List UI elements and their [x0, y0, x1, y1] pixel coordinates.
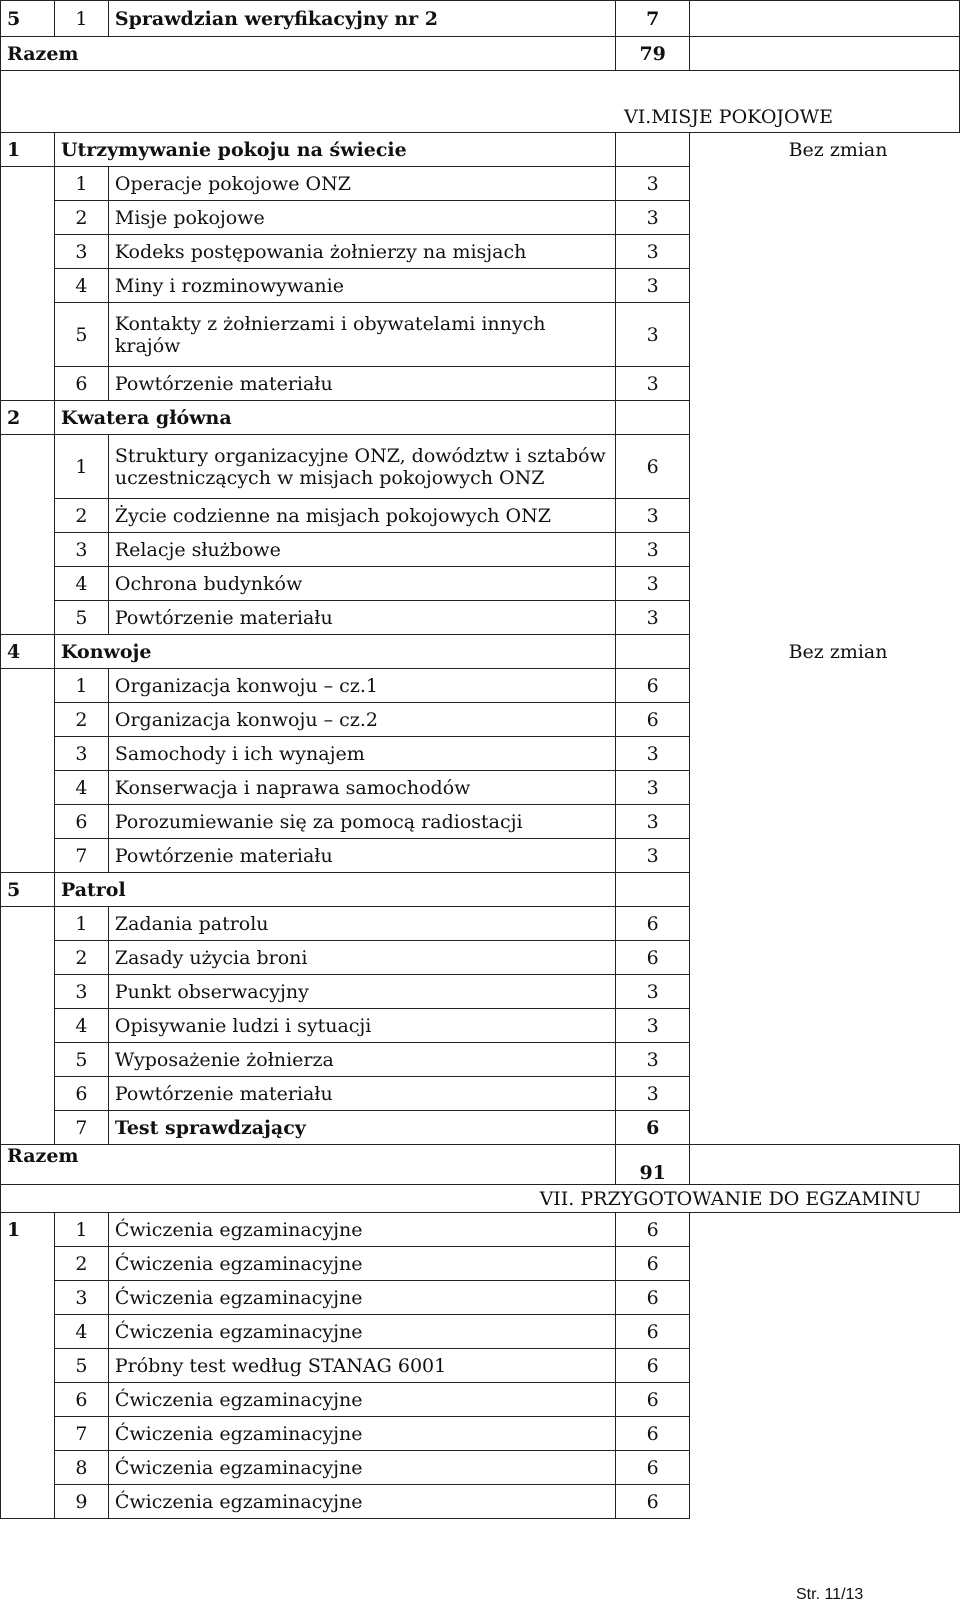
item-hours: 3 [616, 201, 690, 235]
item-title: Ćwiczenia egzaminacyjne [108, 1383, 615, 1417]
module-number [1, 1417, 55, 1451]
item-hours: 6 [616, 1417, 690, 1451]
module-number-cell [1, 975, 55, 1009]
item-hours: 3 [616, 235, 690, 269]
table-row [1, 235, 960, 269]
module-number-cell [1, 235, 55, 269]
module-number-cell [1, 533, 55, 567]
module-number-cell [1, 435, 55, 499]
notes-cell [690, 567, 960, 601]
module-number-cell [1, 269, 55, 303]
item-hours: 6 [616, 1485, 690, 1519]
item-hours: 3 [616, 303, 690, 367]
module-number [1, 1247, 55, 1281]
item-title: Powtórzenie materiału [108, 839, 615, 873]
table-row [1, 567, 960, 601]
table-row [1, 1315, 960, 1349]
module-number [1, 1451, 55, 1485]
notes-cell [690, 601, 960, 635]
item-title: Misje pokojowe [108, 201, 615, 235]
module-number-cell [1, 1077, 55, 1111]
notes-cell [690, 669, 960, 703]
item-title: Samochody i ich wynajem [108, 737, 615, 771]
table-row [1, 1, 960, 37]
module-number-cell [1, 737, 55, 771]
notes-cell [690, 201, 960, 235]
item-hours: 3 [616, 805, 690, 839]
item-title: Relacje służbowe [108, 533, 615, 567]
item-number: 7 [54, 839, 108, 873]
item-hours: 6 [616, 1111, 690, 1145]
item-hours: 6 [616, 435, 690, 499]
item-hours: 3 [616, 269, 690, 303]
item-number: 9 [54, 1485, 108, 1519]
notes-cell [690, 1043, 960, 1077]
table-row [1, 1043, 960, 1077]
module-note: Bez zmian [690, 635, 960, 669]
module-title: Patrol [54, 873, 615, 907]
item-number: 4 [54, 567, 108, 601]
item-title: Powtórzenie materiału [108, 1077, 615, 1111]
notes-cell [690, 235, 960, 269]
page-number: Str. 11/13 [796, 1586, 864, 1603]
item-number: 2 [54, 499, 108, 533]
table-row [1, 303, 960, 367]
item-number: 3 [54, 1281, 108, 1315]
module-row [1, 635, 960, 669]
item-title: Kontakty z żołnierzami i obywatelami innych krajów [108, 303, 615, 367]
notes-cell [690, 805, 960, 839]
module-number: 1 [1, 1213, 55, 1247]
notes-cell [690, 703, 960, 737]
table-row [1, 1009, 960, 1043]
notes-cell [690, 37, 960, 71]
module-title: Utrzymywanie pokoju na świecie [54, 133, 615, 167]
notes-cell [690, 1, 960, 37]
item-title: Ćwiczenia egzaminacyjne [108, 1315, 615, 1349]
item-title: Konserwacja i naprawa samochodów [108, 771, 615, 805]
table-row [1, 601, 960, 635]
item-hours: 3 [616, 367, 690, 401]
total-value: 79 [616, 37, 690, 71]
notes-cell [690, 1281, 960, 1315]
item-hours: 6 [616, 703, 690, 737]
table-row [1, 435, 960, 499]
item-hours: 3 [616, 771, 690, 805]
item-title: Opisywanie ludzi i sytuacji [108, 1009, 615, 1043]
item-hours: 6 [616, 1383, 690, 1417]
curriculum-table-body [1, 1, 960, 1519]
module-number: 5 [1, 1, 55, 37]
table-row [1, 669, 960, 703]
item-number: 6 [54, 1077, 108, 1111]
table-row [1, 1111, 960, 1145]
item-title: Ćwiczenia egzaminacyjne [108, 1451, 615, 1485]
section-title: VI.MISJE POKOJOWE [1, 71, 960, 133]
item-title: Zadania patrolu [108, 907, 615, 941]
item-hours: 6 [616, 941, 690, 975]
notes-cell [690, 1417, 960, 1451]
table-row [1, 1077, 960, 1111]
table-row [1, 975, 960, 1009]
item-title: Porozumiewanie się za pomocą radiostacji [108, 805, 615, 839]
module-number-cell [1, 941, 55, 975]
module-number [1, 1485, 55, 1519]
item-title: Ćwiczenia egzaminacyjne [108, 1213, 615, 1247]
item-number: 1 [54, 435, 108, 499]
module-title: Kwatera główna [54, 401, 615, 435]
total-value: 91 [616, 1145, 690, 1185]
item-title: Operacje pokojowe ONZ [108, 167, 615, 201]
notes-cell [690, 771, 960, 805]
item-number: 4 [54, 269, 108, 303]
item-hours: 3 [616, 601, 690, 635]
item-number: 3 [54, 533, 108, 567]
item-title: Wyposażenie żołnierza [108, 1043, 615, 1077]
item-number: 5 [54, 303, 108, 367]
table-row [1, 907, 960, 941]
item-hours: 6 [616, 1281, 690, 1315]
item-number: 1 [54, 1, 108, 37]
table-row [1, 839, 960, 873]
module-number-cell [1, 167, 55, 201]
item-number: 1 [54, 167, 108, 201]
item-number: 1 [54, 669, 108, 703]
module-number-cell [1, 805, 55, 839]
item-title: Próbny test według STANAG 6001 [108, 1349, 615, 1383]
module-note [690, 873, 960, 907]
item-hours: 3 [616, 975, 690, 1009]
item-title: Organizacja konwoju – cz.1 [108, 669, 615, 703]
item-hours: 3 [616, 737, 690, 771]
notes-cell [690, 941, 960, 975]
item-title: Struktury organizacyjne ONZ, dowództw i sztabów uczestniczących w misjach pokojowych ONZ [108, 435, 615, 499]
table-row [1, 1349, 960, 1383]
module-number: 2 [1, 401, 55, 435]
table-row [1, 941, 960, 975]
notes-cell [690, 303, 960, 367]
item-hours: 6 [616, 669, 690, 703]
notes-cell [690, 435, 960, 499]
item-title: Zasady użycia broni [108, 941, 615, 975]
item-number: 3 [54, 235, 108, 269]
item-hours: 3 [616, 567, 690, 601]
section-heading-row [1, 1185, 960, 1213]
notes-cell [690, 737, 960, 771]
module-number-cell [1, 1009, 55, 1043]
total-label: Razem [1, 37, 616, 71]
item-title: Organizacja konwoju – cz.2 [108, 703, 615, 737]
module-number-cell [1, 669, 55, 703]
item-hours: 6 [616, 1315, 690, 1349]
notes-cell [690, 1145, 960, 1185]
module-number-cell [1, 1043, 55, 1077]
module-note [690, 401, 960, 435]
item-hours: 7 [616, 1, 690, 37]
item-hours: 6 [616, 907, 690, 941]
item-number: 1 [54, 907, 108, 941]
notes-cell [690, 1247, 960, 1281]
item-hours: 3 [616, 533, 690, 567]
total-row [1, 37, 960, 71]
notes-cell [690, 367, 960, 401]
item-number: 8 [54, 1451, 108, 1485]
item-hours: 6 [616, 1247, 690, 1281]
module-number: 4 [1, 635, 55, 669]
module-number-cell [1, 303, 55, 367]
module-row [1, 873, 960, 907]
notes-cell [690, 499, 960, 533]
item-hours: 3 [616, 499, 690, 533]
notes-cell [690, 167, 960, 201]
notes-cell [690, 1349, 960, 1383]
item-number: 4 [54, 1009, 108, 1043]
table-row [1, 201, 960, 235]
module-number-cell [1, 1111, 55, 1145]
item-number: 2 [54, 941, 108, 975]
item-hours: 6 [616, 1349, 690, 1383]
notes-cell [690, 839, 960, 873]
item-number: 6 [54, 805, 108, 839]
item-hours: 6 [616, 1451, 690, 1485]
item-number: 5 [54, 601, 108, 635]
item-title: Sprawdzian weryfikacyjny nr 2 [108, 1, 615, 37]
table-row [1, 1281, 960, 1315]
module-number-cell [1, 839, 55, 873]
item-title: Powtórzenie materiału [108, 367, 615, 401]
module-hours [616, 873, 690, 907]
item-number: 2 [54, 703, 108, 737]
table-row [1, 805, 960, 839]
section-title: VII. PRZYGOTOWANIE DO EGZAMINU [1, 1185, 960, 1213]
notes-cell [690, 1315, 960, 1349]
table-row [1, 533, 960, 567]
notes-cell [690, 1213, 960, 1247]
item-number: 3 [54, 737, 108, 771]
section-heading-row [1, 71, 960, 133]
module-number: 1 [1, 133, 55, 167]
table-row [1, 269, 960, 303]
module-hours [616, 401, 690, 435]
item-number: 7 [54, 1111, 108, 1145]
item-number: 6 [54, 367, 108, 401]
module-number-cell [1, 703, 55, 737]
item-hours: 3 [616, 167, 690, 201]
table-row [1, 703, 960, 737]
table-row [1, 1383, 960, 1417]
module-number-cell [1, 567, 55, 601]
item-title: Powtórzenie materiału [108, 601, 615, 635]
module-row [1, 133, 960, 167]
module-number [1, 1383, 55, 1417]
item-hours: 3 [616, 1043, 690, 1077]
table-row [1, 1451, 960, 1485]
item-title: Ćwiczenia egzaminacyjne [108, 1281, 615, 1315]
notes-cell [690, 975, 960, 1009]
notes-cell [690, 533, 960, 567]
module-number [1, 1281, 55, 1315]
item-number: 6 [54, 1383, 108, 1417]
module-number-cell [1, 201, 55, 235]
table-row [1, 737, 960, 771]
table-row [1, 1417, 960, 1451]
item-number: 2 [54, 1247, 108, 1281]
item-number: 7 [54, 1417, 108, 1451]
notes-cell [690, 1111, 960, 1145]
module-title: Konwoje [54, 635, 615, 669]
notes-cell [690, 1077, 960, 1111]
module-number-cell [1, 601, 55, 635]
item-hours: 3 [616, 839, 690, 873]
item-title: Życie codzienne na misjach pokojowych ONZ [108, 499, 615, 533]
module-number-cell [1, 907, 55, 941]
item-title: Test sprawdzający [108, 1111, 615, 1145]
total-label: Razem [1, 1145, 616, 1185]
item-title: Miny i rozminowywanie [108, 269, 615, 303]
item-hours: 6 [616, 1213, 690, 1247]
item-title: Ochrona budynków [108, 567, 615, 601]
item-number: 5 [54, 1043, 108, 1077]
module-number-cell [1, 367, 55, 401]
item-number: 2 [54, 201, 108, 235]
table-row [1, 771, 960, 805]
notes-cell [690, 1009, 960, 1043]
item-number: 5 [54, 1349, 108, 1383]
item-hours: 3 [616, 1077, 690, 1111]
module-hours [616, 635, 690, 669]
item-number: 4 [54, 1315, 108, 1349]
item-number: 1 [54, 1213, 108, 1247]
notes-cell [690, 1383, 960, 1417]
module-number-cell [1, 771, 55, 805]
table-row [1, 1213, 960, 1247]
module-hours [616, 133, 690, 167]
item-number: 4 [54, 771, 108, 805]
module-number-cell [1, 499, 55, 533]
module-number [1, 1349, 55, 1383]
module-number: 5 [1, 873, 55, 907]
item-title: Ćwiczenia egzaminacyjne [108, 1417, 615, 1451]
table-row [1, 367, 960, 401]
table-row [1, 167, 960, 201]
item-hours: 3 [616, 1009, 690, 1043]
notes-cell [690, 269, 960, 303]
module-note: Bez zmian [690, 133, 960, 167]
table-row [1, 499, 960, 533]
item-title: Punkt obserwacyjny [108, 975, 615, 1009]
item-title: Ćwiczenia egzaminacyjne [108, 1485, 615, 1519]
table-row [1, 1247, 960, 1281]
module-number [1, 1315, 55, 1349]
item-title: Ćwiczenia egzaminacyjne [108, 1247, 615, 1281]
notes-cell [690, 1485, 960, 1519]
item-title: Kodeks postępowania żołnierzy na misjach [108, 235, 615, 269]
notes-cell [690, 907, 960, 941]
module-row [1, 401, 960, 435]
item-number: 3 [54, 975, 108, 1009]
table-row [1, 1485, 960, 1519]
notes-cell [690, 1451, 960, 1485]
total-row [1, 1145, 960, 1185]
